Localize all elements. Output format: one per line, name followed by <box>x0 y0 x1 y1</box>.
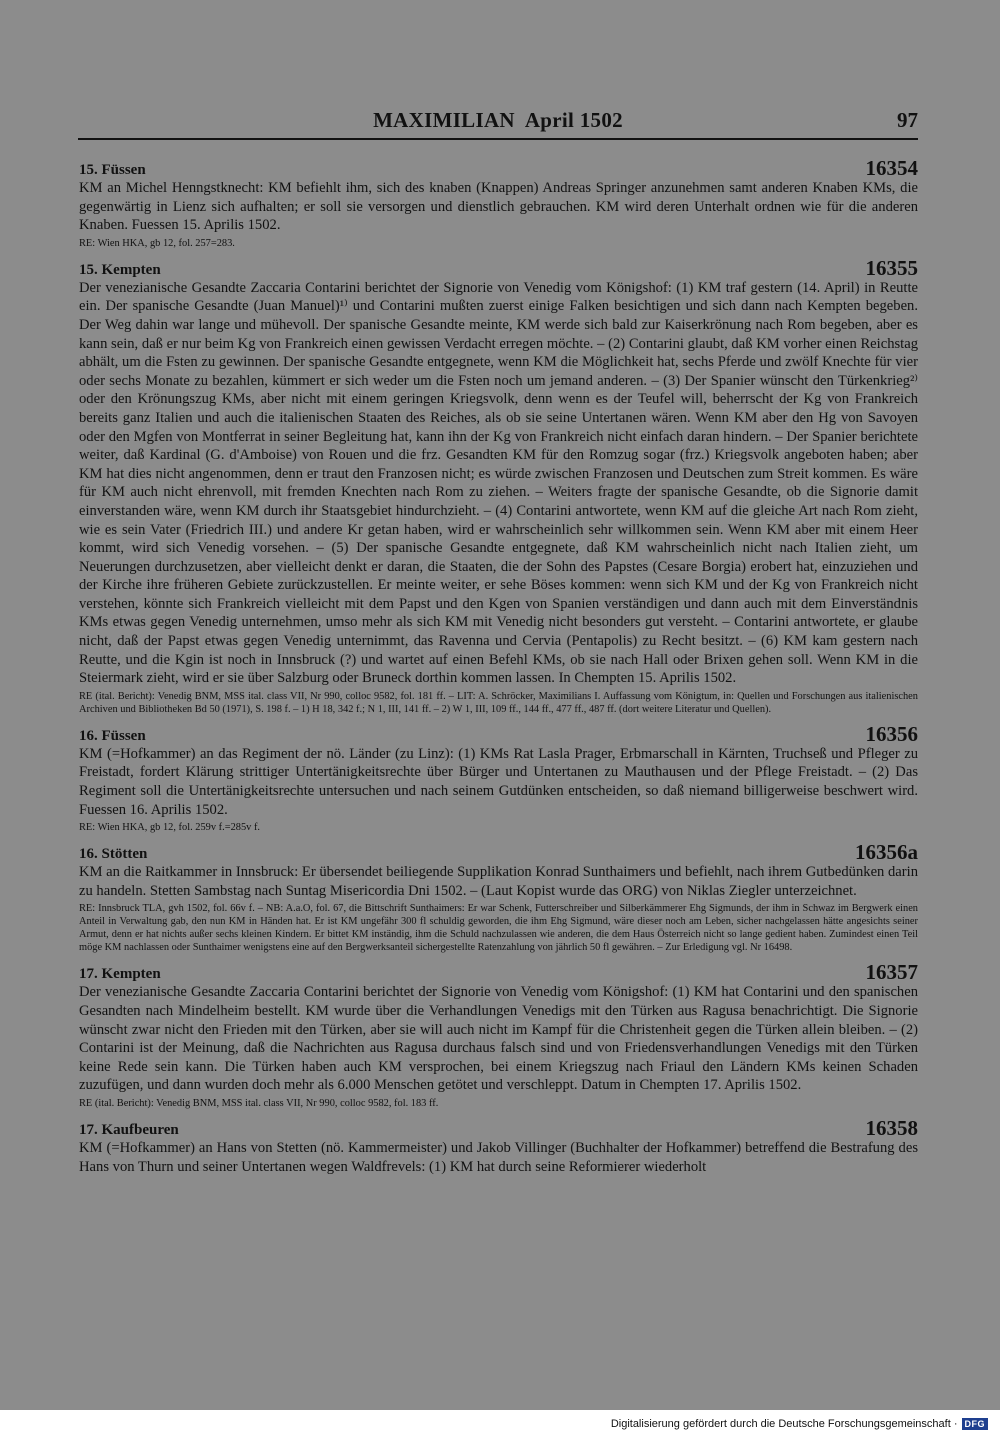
entry-number: 16356a <box>855 840 918 865</box>
entry-number: 16355 <box>865 255 918 280</box>
entry-reference: RE: Innsbruck TLA, gvh 1502, fol. 66v f. – NB: A.a.O, fol. 67, die Bittschrift Sunthaimers: Er war Schenk, Futterschreiber und Silberkämmerer Ehg Sigmunds, der ihm in Schwaz im Bergwerk einen Anteil in Verwaltung gab, den nun KM in Händen hat. Er ist KM ungefähr 300 fl schuldig geworden, die ihm Ehg Sigmund, wäre dieser noch am Leben, sicher nachgelassen hätte angesichts seiner Armut, denn er hat nichts außer sechs kleinen Kindern. Er bittet KM inständig, ihm die Schuld nachzulassen wie anderen, die dem Haus Österreich nicht so lange gedient haben. Zumindest einen Teil möge KM nachlassen oder Sunthaimer wenigstens eine auf den Bergwerksanteil sichergestellte Ratenzahlung von jährlich 50 fl gewähren. – Zur Erledigung vgl. Nr 16498. <box>79 903 918 954</box>
entry-heading <box>79 257 918 279</box>
entry-number: 16356 <box>865 721 918 746</box>
entry-number: 16358 <box>865 1115 918 1140</box>
entry-reference: RE: Wien HKA, gb 12, fol. 257=283. <box>79 237 235 249</box>
entry <box>79 257 918 716</box>
entry-date: 17. Kempten <box>79 966 161 983</box>
entry <box>79 1117 918 1176</box>
entries-column <box>79 157 918 1183</box>
entry-text: KM an Michel Henngstknecht: KM befiehlt ihm, sich des knaben (Knappen) Andreas Springer anzunehmen samt anderen Knaben KMs, die gegenwärtig in Lienz sich aufhalten; er soll sie versorgen und dienstlich gebrauchen. KM wird deren Unterhalt ordnen wie für die anderen Knaben. Fuessen 15. Aprilis 1502. <box>79 180 918 234</box>
entry-date: 17. Kaufbeuren <box>79 1121 179 1138</box>
entry-reference: RE (ital. Bericht): Venedig BNM, MSS ital. class VII, Nr 990, colloc 9582, fol. 181 ff. – LIT: A. Schröcker, Maximilians I. Auffassung vom Königtum, in: Quellen und Forschungen aus italienischen Archiven und Bibliotheken Bd 50 (1971), S. 198 f. – 1) H 18, 342 f.; N 1, III, 141 ff. – 2) W 1, III, 109 ff., 144 ff., 477 ff., 487 ff. (dort weitere Literatur und Quellen). <box>79 690 918 715</box>
entry-text: KM (=Hofkammer) an Hans von Stetten (nö. Kammermeister) und Jakob Villinger (Buchhalter der Hofkammer) betreffend die Bestrafung des Hans von Thurn und seiner Untertanen wegen Waldfrevels: (1) KM hat durch seine Reformierer wiederholt <box>79 1139 918 1175</box>
entry-number: 16354 <box>865 156 918 180</box>
entry <box>79 961 918 1110</box>
entry-text: KM (=Hofkammer) an das Regiment der nö. Länder (zu Linz): (1) KMs Rat Lasla Prager, Erbmarschall in Kärnten, Truchseß und Pfleger zu Freistadt, fordert Klärung strittiger Untertänigkeitsrechte über Bürger und Untertanen zu Mauthausen und der Pflege Freistadt. – (2) Das Regiment soll die Untertänigkeitsrechte untersuchen und nach seinem Gutdünken entscheiden, so daß niemand billigerweise beschwert wird. Fuessen 16. Aprilis 1502. <box>79 745 918 818</box>
entry-date: 16. Stötten <box>79 846 148 863</box>
entry <box>79 723 918 834</box>
dfg-logo[interactable]: DFG <box>962 1418 989 1430</box>
entry <box>79 841 918 954</box>
entry-text: Der venezianische Gesandte Zaccaria Contarini berichtet der Signorie von Venedig vom Königshof: (1) KM hat Contarini und den spanischen Gesandten nach Mindelheim bestellt. KM wurde über die Verhandlungen Venedigs mit den Türken aus Ragusa benachrichtigt. Die Signorie wünscht zwar nicht den Frieden mit den Türken, aber sie will auch nicht im Kampf für die Christenheit gegen die Türken allein bleiben. – (2) Contarini ist der Meinung, daß die Nachrichten aus Ragusa durchaus falsch sind und von Friedensverhandlungen Venedigs mit den Türken keine Rede sein kann. Die Türken haben auch KM versprochen, bei einem Kriegszug nach Friaul den Ländern KMs keinen Schaden zuzufügen, und dann wurden doch mehr als 6.000 Menschen getötet und verschleppt. Datum in Chempten 17. Aprilis 1502. <box>79 984 918 1094</box>
entry-reference: RE (ital. Bericht): Venedig BNM, MSS ital. class VII, Nr 990, colloc 9582, fol. 183 ff. <box>79 1097 439 1109</box>
entry-number: 16357 <box>865 960 918 985</box>
entry-heading <box>79 961 918 983</box>
digitization-footer <box>611 1418 988 1430</box>
entry-text: Der venezianische Gesandte Zaccaria Contarini berichtet der Signorie von Venedig vom Königshof: (1) KM traf gestern (14. April) in Reutte ein. Der spanische Gesandte (Juan Manuel)¹⁾ und Contarini mußten zuerst einige Falken besichtigen und sich dann nach Kempten begeben. Der Weg dahin war lange und mühevoll. Der spanische Gesandte meinte, KM werde sich bald zur Kaiserkrönung nach Rom begeben, aber es kann sein, daß er nur beim Kg von Frankreich einen gewissen Verdacht erregen möchte. – (2) Contarini glaubt, daß KM vorher einen Reichstag abhält, um die Fsten zu gewinnen. Der spanische Gesandte entgegnete, wenn KM die Möglichkeit hat, sechs Pferde und zwölf Knechte für vier oder sechs Monate zu bezahlen, kümmert er sich weder um die Fsten noch um jemand anderen. – (3) Der Spanier wünscht den Türkenkrieg²⁾ oder den Krönungszug KMs, aber nicht mit einem geringen Kriegsvolk, denn wenn es der Teufel will, beherrscht der Kg von Frankreich bereits ganz Italien und auch die italienischen Staaten des Reiches, als ob sie seine Untertanen wären. Wenn KM aber den Hg von Savoyen oder den Mgfen von Montferrat in seiner Begleitung hat, kann ihn der Kg von Frankreich nicht einfach daran hindern. – Der Spanier berichtete weiter, daß Kardinal (G. d'Amboise) von Rouen und die frz. Gesandten KM für den Romzug sogar (frz.) Kriegsvolk angeboten haben; aber KM hat dies nicht angenommen, denn er traut den Franzosen nicht; es würde zwischen Franzosen und Deutschen zum Streit kommen. Es wäre für KM auch nicht ehrenvoll, mit fremden Knechten nach Rom zu ziehen. – Weiters fragte der spanische Gesandte, ob die Signorie damit einverstanden wäre, wenn KM durch ihr Staatsgebiet hindurchzieht. – (4) Contarini antwortete, wenn KM auf die gleiche Art nach Rom zieht, wie es sein Vater (Friedrich III.) und andere Kr getan haben, wird er wahrscheinlich sehr willkommen sein. Wenn KM aber mit einem Heer kommt, wird sich Venedig vorsehen. – (5) Der spanische Gesandte entgegnete, daß KM wahrscheinlich nicht nach Italien zieht, um Neuerungen durchzusetzen, aber vielleicht denkt er daran, die Staaten, die der Sohn des Papstes (Cesare Borgia) erobert hat, einzuziehen und der Kirche ihre früheren Gebiete zurückzustellen. Er meinte weiter, er sehe Böses kommen: wenn sich KM und der Kg von Frankreich nicht verstehen, könnte sich Frankreich vielleicht mit dem Papst und den Kgen von Spanien verständigen und dann auch mit dem Einverständnis KMs etwas gegen Venedig unternehmen, umso mehr als sich KM mit Venedig nicht besonders gut versteht. – Contarini antwortete, er glaube nicht, daß der Papst etwas gegen Venedig unternimmt, das Ravenna und Cervia (Pentapolis) zu Recht besitzt. – (6) KM kam gestern nach Reutte, und die Kgin ist noch in Innsbruck (?) und wartet auf einen Befehl KMs, ob sie nach Hall oder Brixen gehen soll. Wenn KM in die Steiermark zieht, wird er sie über Salzburg oder Bruneck dorthin kommen lassen. In Chempten 15. Aprilis 1502. <box>79 279 918 687</box>
entry-heading <box>79 1117 918 1139</box>
entry-date: 15. Kempten <box>79 261 161 278</box>
entry-text: KM an die Raitkammer in Innsbruck: Er übersendet beiliegende Supplikation Konrad Sunthaimers und befiehlt, nach ihrem Gutbedünken darin zu handeln. Stetten Sambstag nach Suntag Misericordia Dni 1502. – (Laut Kopist wurde das ORG) von Niklas Ziegler unterzeichnet. <box>79 864 918 899</box>
entry-date: 16. Füssen <box>79 727 146 744</box>
entry-date: 15. Füssen <box>79 162 146 178</box>
entry <box>79 157 918 250</box>
footer-text: Digitalisierung gefördert durch die Deutsche Forschungsgemeinschaft · <box>610 1418 958 1430</box>
page-header <box>78 106 918 140</box>
entry-heading <box>79 841 918 863</box>
entry-reference: RE: Wien HKA, gb 12, fol. 259v f.=285v f. <box>79 822 261 834</box>
entry-heading <box>79 723 918 745</box>
entry-heading <box>79 157 918 179</box>
header-rule <box>78 138 918 140</box>
page-number: 97 <box>897 108 918 132</box>
running-title: MAXIMILIAN April 1502 <box>373 108 623 132</box>
